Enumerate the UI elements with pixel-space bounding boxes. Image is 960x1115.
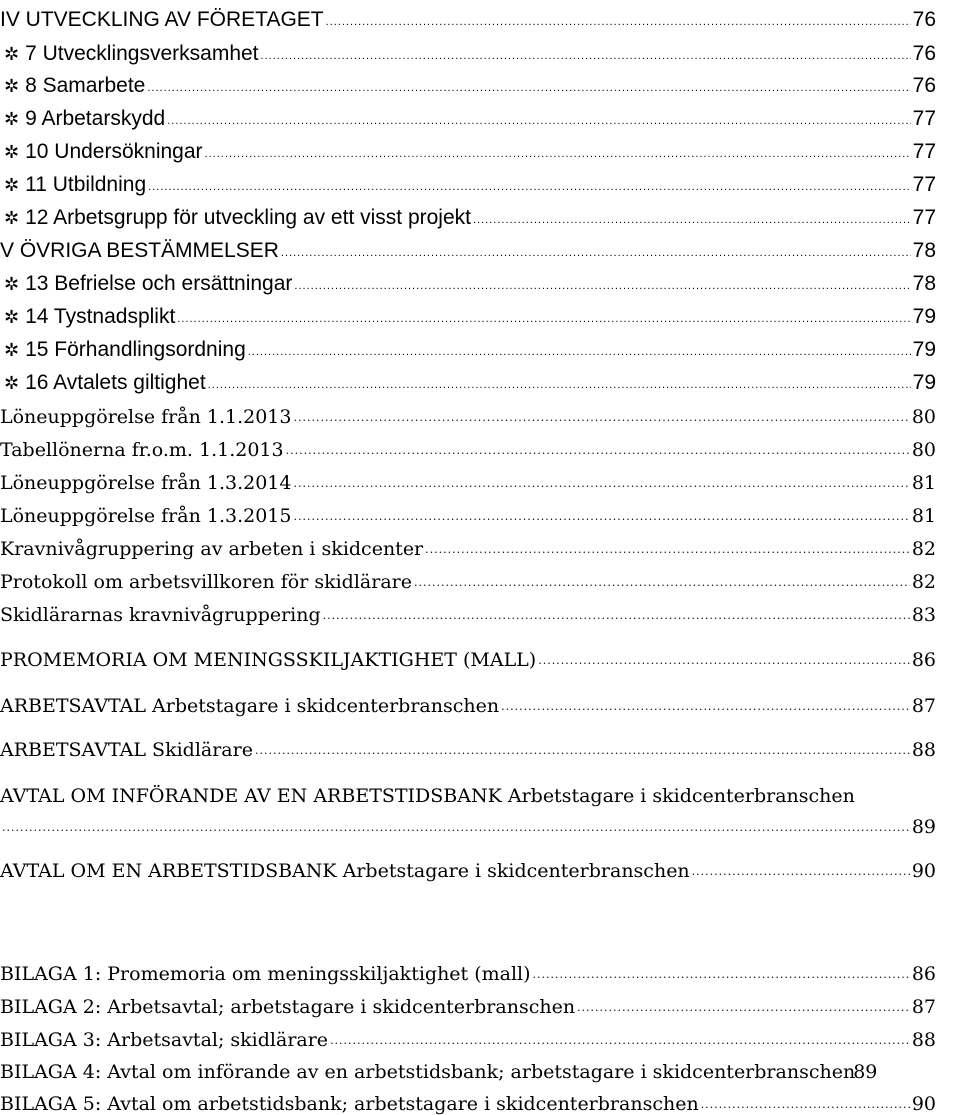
dot-leader (147, 83, 910, 93)
toc-entry[interactable] (0, 563, 936, 593)
toc-entry-label: BILAGA 5: Avtal om arbetstidsbank; arbetstagare i skidcenterbranschen (0, 1093, 699, 1115)
toc-entry-page: 81 (911, 472, 936, 494)
dot-leader (248, 347, 911, 357)
toc-entry[interactable] (0, 641, 936, 671)
dot-leader (577, 1003, 910, 1013)
toc-entry[interactable] (0, 233, 936, 263)
toc-entry-label: 13 Befrielse och ersättningar (25, 272, 293, 295)
toc-entry-page: 80 (911, 439, 936, 461)
toc-entry-page: 87 (911, 996, 936, 1018)
toc-entry-page: 82 (911, 538, 936, 560)
asterisk-bullet-icon: ✲ (4, 175, 20, 195)
dot-leader (205, 149, 911, 159)
toc-entry-page: 86 (911, 649, 936, 671)
dot-leader (177, 314, 910, 324)
toc-entry[interactable] (0, 1021, 936, 1051)
toc-entry-label: Löneuppgörelse från 1.1.2013 (0, 406, 292, 428)
dot-leader (326, 17, 911, 27)
toc-entry[interactable] (0, 464, 936, 494)
toc-entry-page: 76 (912, 8, 936, 31)
dot-leader (293, 413, 909, 423)
toc-entry-label: Tabellönerna fr.o.m. 1.1.2013 (0, 439, 284, 461)
dot-leader (281, 248, 911, 258)
asterisk-bullet-icon: ✲ (4, 44, 20, 64)
toc-entry[interactable] (0, 398, 936, 428)
toc-entry-label: Kravnivågruppering av arbeten i skidcenter (0, 538, 424, 560)
toc-entry[interactable] (0, 852, 936, 882)
toc-entry-label: 12 Arbetsgrupp för utveckling av ett visst projekt (25, 206, 471, 229)
toc-entry[interactable] (0, 101, 936, 131)
toc-entry[interactable] (0, 68, 936, 98)
toc-entry-label: PROMEMORIA OM MENINGSSKILJAKTIGHET (MALL) (0, 649, 537, 671)
toc-entry-label: ARBETSAVTAL Arbetstagare i skidcenterbranschen (0, 695, 500, 717)
dot-leader (501, 702, 910, 712)
toc-entry-page: 77 (912, 140, 936, 163)
toc-entry-label: Protokoll om arbetsvillkoren för skidlärare (0, 571, 412, 593)
toc-entry[interactable] (0, 332, 936, 362)
toc-entry-label: Skidlärarnas kravnivågruppering (0, 604, 321, 626)
toc-entry-page: 77 (912, 107, 936, 130)
toc-entry-page: 88 (911, 739, 936, 761)
toc-entry[interactable] (0, 497, 936, 527)
toc-entry-page: 88 (911, 1029, 936, 1051)
toc-entry[interactable] (0, 955, 936, 985)
toc-entry-label: 15 Förhandlingsordning (25, 338, 246, 361)
toc-entry[interactable] (0, 808, 936, 838)
asterisk-bullet-icon: ✲ (4, 340, 20, 360)
dot-leader (286, 446, 910, 456)
dot-leader (692, 867, 910, 877)
toc-entry[interactable] (0, 988, 936, 1018)
asterisk-bullet-icon: ✲ (4, 307, 20, 327)
toc-entry-page: 81 (911, 505, 936, 527)
toc-entry-page: 89 (911, 816, 936, 838)
asterisk-bullet-icon: ✲ (4, 274, 20, 294)
dot-leader (2, 823, 910, 833)
toc-entry-label: 11 Utbildning (25, 173, 147, 196)
toc-entry-label: ARBETSAVTAL Skidlärare (0, 739, 253, 761)
dot-leader (538, 656, 910, 666)
toc-entry[interactable] (0, 266, 936, 296)
toc-entry[interactable] (0, 596, 936, 626)
toc-entry-page: 78 (912, 272, 936, 295)
toc-entry-page: 80 (911, 406, 936, 428)
toc-entry-page: 87 (911, 695, 936, 717)
dot-leader (294, 281, 910, 291)
toc-entry-label: 9 Arbetarskydd (25, 107, 166, 130)
asterisk-bullet-icon: ✲ (4, 76, 20, 96)
toc-entry-page: 78 (912, 239, 936, 262)
toc-entry-page: 76 (912, 42, 936, 65)
dot-leader (255, 746, 910, 756)
toc-entry-label: Löneuppgörelse från 1.3.2015 (0, 505, 292, 527)
toc-entry-label: 16 Avtalets giltighet (25, 371, 206, 394)
toc-entry-page: 79 (912, 338, 936, 361)
toc-entry[interactable] (0, 530, 936, 560)
toc-entry-page: 86 (911, 963, 936, 985)
dot-leader (261, 51, 911, 61)
dot-leader (425, 545, 910, 555)
asterisk-bullet-icon: ✲ (4, 373, 20, 393)
toc-entry-label: Löneuppgörelse från 1.3.2014 (0, 472, 292, 494)
dot-leader (473, 215, 911, 225)
dot-leader (701, 1100, 910, 1110)
toc-entry-label: V ÖVRIGA BESTÄMMELSER (0, 239, 279, 262)
asterisk-bullet-icon: ✲ (4, 109, 20, 129)
toc-entry-page: 83 (911, 604, 936, 626)
toc-entry-label: 8 Samarbete (25, 74, 146, 97)
toc-entry[interactable] (0, 167, 936, 197)
asterisk-bullet-icon: ✲ (4, 208, 20, 228)
toc-entry-label: BILAGA 1: Promemoria om meningsskiljaktighet (mall) (0, 963, 531, 985)
toc-entry-page: 90 (911, 1093, 936, 1115)
toc-entry[interactable] (0, 431, 936, 461)
toc-entry[interactable] (0, 1053, 936, 1083)
asterisk-bullet-icon: ✲ (4, 142, 20, 162)
toc-entry-page: 77 (912, 173, 936, 196)
dot-leader (414, 578, 910, 588)
toc-entry-label: IV UTVECKLING AV FÖRETAGET (0, 8, 324, 31)
toc-entry-label: AVTAL OM EN ARBETSTIDSBANK Arbetstagare i skidcenterbranschen (0, 860, 690, 882)
toc-entry-label: 10 Undersökningar (25, 140, 203, 163)
toc-entry[interactable] (0, 777, 936, 807)
toc-entry-page: 89 (853, 1061, 878, 1083)
toc-entry-page: 76 (912, 74, 936, 97)
dot-leader (323, 611, 910, 621)
dot-leader (533, 970, 910, 980)
toc-entry-page: 79 (912, 305, 936, 328)
toc-entry[interactable] (0, 365, 936, 395)
toc-entry[interactable] (0, 134, 936, 164)
dot-leader (167, 116, 910, 126)
dot-leader (293, 479, 909, 489)
dot-leader (208, 380, 911, 390)
toc-entry[interactable] (0, 299, 936, 329)
toc-entry[interactable] (0, 1085, 936, 1115)
toc-entry[interactable] (0, 731, 936, 761)
toc-entry-label: AVTAL OM INFÖRANDE AV EN ARBETSTIDSBANK Arbetstagare i skidcenterbranschen (0, 785, 855, 807)
toc-entry-label: BILAGA 3: Arbetsavtal; skidlärare (0, 1029, 329, 1051)
toc-entry-page: 90 (911, 860, 936, 882)
toc-entry-label: 14 Tystnadsplikt (25, 305, 176, 328)
dot-leader (293, 512, 909, 522)
dot-leader (330, 1036, 910, 1046)
toc-entry-page: 82 (911, 571, 936, 593)
toc-entry-page: 77 (912, 206, 936, 229)
toc-entry-label: BILAGA 4: Avtal om införande av en arbetstidsbank; arbetstagare i skidcenterbranschen (0, 1061, 856, 1083)
toc-entry-label: BILAGA 2: Arbetsavtal; arbetstagare i skidcenterbranschen (0, 996, 576, 1018)
dot-leader (148, 182, 911, 192)
toc-entry[interactable] (0, 200, 936, 230)
toc-entry[interactable] (0, 36, 936, 66)
toc-entry-page: 79 (912, 371, 936, 394)
toc-entry[interactable] (0, 2, 936, 32)
toc-entry[interactable] (0, 687, 936, 717)
toc-entry-label: 7 Utvecklingsverksamhet (25, 42, 259, 65)
